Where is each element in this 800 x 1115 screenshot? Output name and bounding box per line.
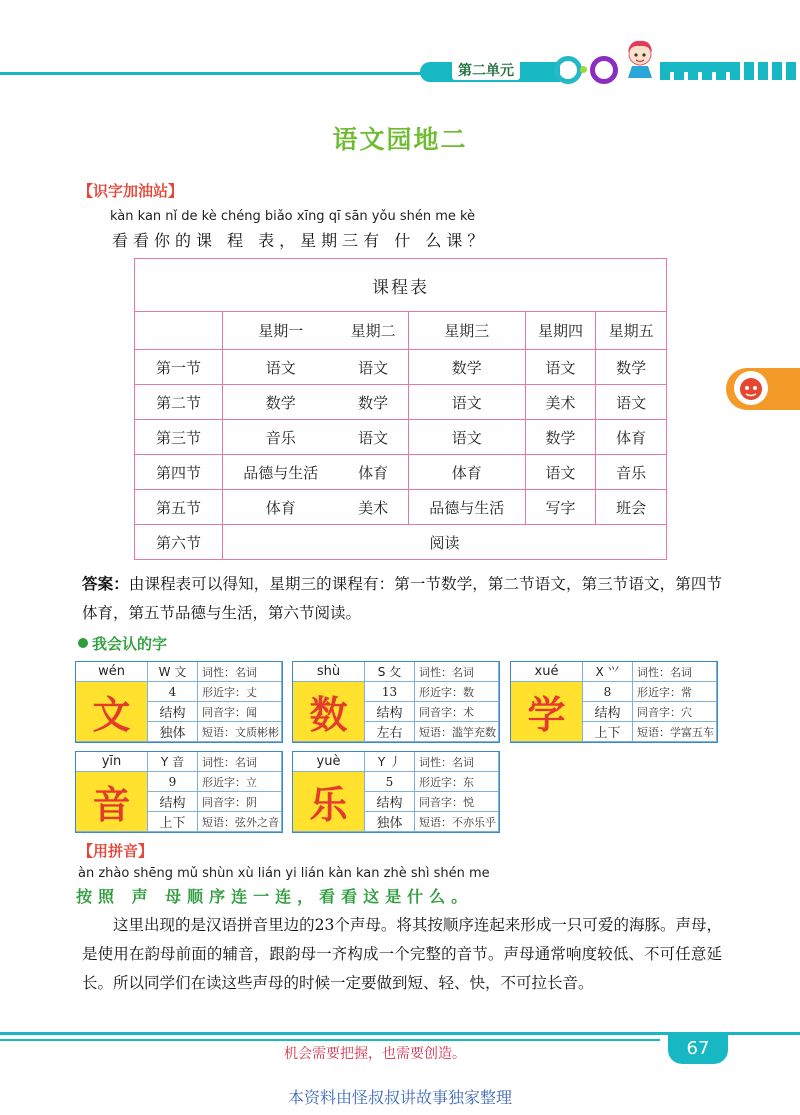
- side-tab: [726, 368, 800, 410]
- cartoon-girl-icon: [618, 36, 662, 80]
- timetable: [134, 258, 667, 560]
- answer-label: 答案：: [82, 574, 129, 593]
- table-cell: 数学: [408, 350, 525, 385]
- table-cell: 数学: [223, 385, 339, 420]
- char-card: [292, 751, 500, 833]
- char-info: 短语：学富五车: [633, 722, 717, 742]
- explanation-paragraph: 这里出现的是汉语拼音里边的23个声母。将其按顺序连起来形成一只可爱的海豚。声母，是使用在韵母前面的辅音，跟韵母一齐构成一个完整的音节。声母通常响度较低、不可任意延长。所以同学们在读这些声母的时候一定要做到短、轻、快，不可拉长音。: [82, 916, 722, 992]
- footer-motto: 机会需要把握，也需要创造。: [284, 1046, 466, 1062]
- unit-title: 第二单元: [452, 60, 520, 80]
- period-cell: 第六节: [135, 525, 223, 560]
- source-note: 本资料由怪叔叔讲故事独家整理: [287, 1088, 512, 1107]
- answer-paragraph: [82, 569, 722, 628]
- char-info: 形近字：东: [415, 772, 499, 792]
- char-info: 词性：名词: [198, 662, 282, 682]
- char-index: Y 丿: [365, 752, 415, 772]
- table-cell: 体育: [223, 490, 339, 525]
- char-strokes: 9: [148, 772, 198, 792]
- instruction-pinyin: àn zhào shēng mǔ shùn xù lián yi lián kàn kan zhè shì shén me: [78, 866, 490, 881]
- table-cell: 语文: [338, 420, 408, 455]
- day-header: 星期二: [338, 312, 408, 350]
- char-info: 词性：名词: [198, 752, 282, 772]
- table-cell: 数学: [338, 385, 408, 420]
- section-head-characters: [78, 633, 167, 654]
- char-pinyin: xué: [511, 662, 583, 682]
- char-info: 形近字：数: [415, 682, 499, 702]
- unit-header-band: [0, 58, 800, 88]
- char-pinyin: yīn: [76, 752, 148, 772]
- period-cell: 第二节: [135, 385, 223, 420]
- char-info: 短语：不亦乐乎: [415, 812, 499, 832]
- question-text: 看看你的课 程 表，星期三有 什 么课？: [112, 231, 489, 250]
- ring-decoration-icon: [554, 56, 582, 84]
- table-cell: 体育: [596, 420, 667, 455]
- char-struct-label: 结构: [148, 702, 198, 722]
- char-card: [292, 661, 500, 743]
- bullet-icon: [78, 638, 88, 648]
- header-checker-top: [660, 62, 740, 72]
- char-index: S 攵: [365, 662, 415, 682]
- char-info: 短语：文质彬彬: [198, 722, 282, 742]
- char-info: 短语：滥竽充数: [415, 722, 499, 742]
- char-strokes: 13: [365, 682, 415, 702]
- table-row: [135, 420, 667, 455]
- timetable-caption: 课程表: [135, 259, 667, 312]
- char-info: 词性：名词: [415, 752, 499, 772]
- char-struct-label: 结构: [365, 702, 415, 722]
- char-pinyin: shù: [293, 662, 365, 682]
- merged-cell: 阅读: [223, 525, 667, 560]
- answer-text: 由课程表可以得知，星期三的课程有：第一节数学，第二节语文，第三节语文，第四节体育，第五节品德与生活，第六节阅读。: [82, 575, 722, 622]
- char-info: 同音字：闻: [198, 702, 282, 722]
- timetable-corner: [135, 312, 223, 350]
- section-head-text: 我会认的字: [92, 635, 168, 653]
- instruction-text: 按照 声 母顺序连一连，看看这是什么。: [76, 887, 474, 906]
- char-strokes: 4: [148, 682, 198, 702]
- char-struct-label: 结构: [583, 702, 633, 722]
- char-struct: 上下: [583, 722, 633, 742]
- table-cell: 语文: [338, 350, 408, 385]
- section-head-literacy: 【识字加油站】: [78, 182, 184, 200]
- day-header: 星期四: [525, 312, 596, 350]
- table-row: [135, 455, 667, 490]
- ring-decoration-icon: [590, 56, 618, 84]
- char-struct: 独体: [148, 722, 198, 742]
- table-cell: 体育: [408, 455, 525, 490]
- char-index: Y 音: [148, 752, 198, 772]
- table-cell: 数学: [596, 350, 667, 385]
- table-cell: 语文: [525, 350, 596, 385]
- day-header: 星期五: [596, 312, 667, 350]
- page-title: 语文园地二: [332, 125, 468, 154]
- table-cell: 语文: [525, 455, 596, 490]
- table-row: [135, 490, 667, 525]
- table-cell: 语文: [408, 420, 525, 455]
- char-index: X ⺍: [583, 662, 633, 682]
- char-pinyin: wén: [76, 662, 148, 682]
- char-info: 同音字：悦: [415, 792, 499, 812]
- char-index: W 文: [148, 662, 198, 682]
- table-cell: 语文: [596, 385, 667, 420]
- char-pinyin: yuè: [293, 752, 365, 772]
- char-glyph: 音: [76, 772, 148, 832]
- char-info: 短语：弦外之音: [198, 812, 282, 832]
- char-info: 同音字：穴: [633, 702, 717, 722]
- char-card: [75, 661, 283, 743]
- period-cell: 第四节: [135, 455, 223, 490]
- char-struct-label: 结构: [148, 792, 198, 812]
- char-glyph: 学: [511, 682, 583, 742]
- table-cell: 写字: [525, 490, 596, 525]
- char-info: 词性：名词: [415, 662, 499, 682]
- table-cell: 语文: [223, 350, 339, 385]
- table-cell: 班会: [596, 490, 667, 525]
- table-cell: 音乐: [223, 420, 339, 455]
- char-glyph: 数: [293, 682, 365, 742]
- table-cell: 音乐: [596, 455, 667, 490]
- char-info: 同音字：阴: [198, 792, 282, 812]
- char-strokes: 5: [365, 772, 415, 792]
- char-info: 同音字：术: [415, 702, 499, 722]
- char-strokes: 8: [583, 682, 633, 702]
- table-cell: 数学: [525, 420, 596, 455]
- char-info: 形近字：立: [198, 772, 282, 792]
- char-info: 形近字：丈: [198, 682, 282, 702]
- page-number: 67: [668, 1032, 728, 1064]
- day-header: 星期一: [223, 312, 339, 350]
- question-pinyin: kàn kan nǐ de kè chéng biǎo xīng qī sān yǒu shén me kè: [110, 209, 476, 224]
- char-card: [510, 661, 718, 743]
- char-struct-label: 结构: [365, 792, 415, 812]
- char-struct: 独体: [365, 812, 415, 832]
- period-cell: 第五节: [135, 490, 223, 525]
- table-cell: 美术: [338, 490, 408, 525]
- char-glyph: 文: [76, 682, 148, 742]
- table-row: [135, 350, 667, 385]
- char-struct: 左右: [365, 722, 415, 742]
- table-cell: 品德与生活: [223, 455, 339, 490]
- period-cell: 第三节: [135, 420, 223, 455]
- period-cell: 第一节: [135, 350, 223, 385]
- day-header: 星期三: [408, 312, 525, 350]
- table-cell: 语文: [408, 385, 525, 420]
- table-cell: 体育: [338, 455, 408, 490]
- cartoon-face-icon: [734, 371, 768, 405]
- char-glyph: 乐: [293, 772, 365, 832]
- timetable-header-row: [135, 312, 667, 350]
- table-row: [135, 385, 667, 420]
- char-struct: 上下: [148, 812, 198, 832]
- char-info: 词性：名词: [633, 662, 717, 682]
- section-head-pinyin: 【用拼音】: [78, 842, 154, 860]
- dot-decoration-icon: [580, 66, 587, 73]
- char-card: [75, 751, 283, 833]
- footer-line: [0, 1039, 660, 1041]
- char-info: 形近字：常: [633, 682, 717, 702]
- table-cell: 品德与生活: [408, 490, 525, 525]
- table-row: [135, 525, 667, 560]
- table-cell: 美术: [525, 385, 596, 420]
